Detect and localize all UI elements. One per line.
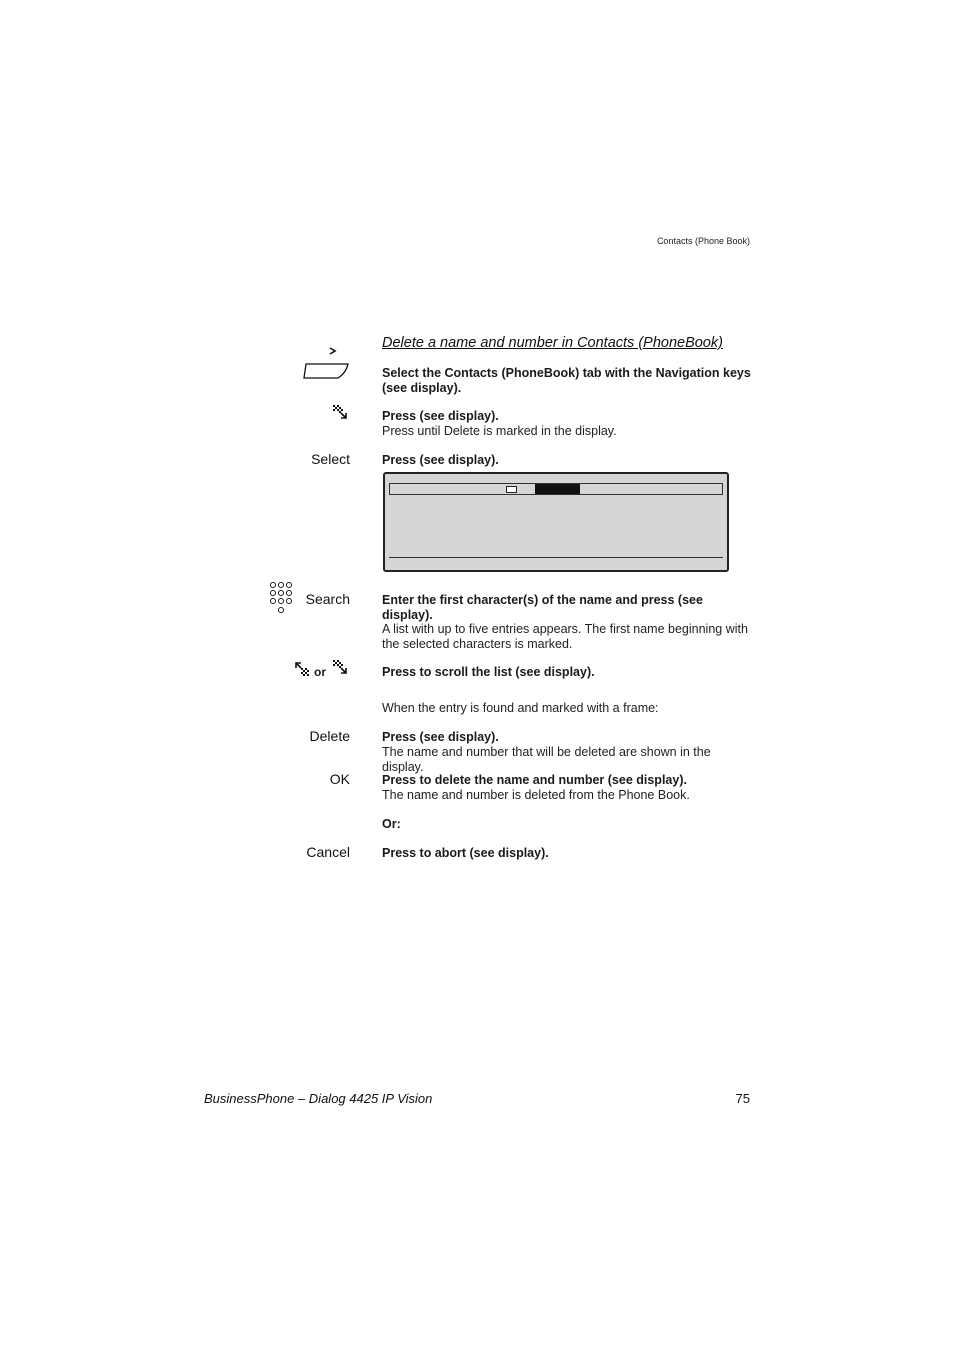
display-tab-icon bbox=[506, 486, 517, 493]
step-search-note: A list with up to five entries appears. The first name beginning with the selected characters is marked. bbox=[382, 622, 748, 651]
page-number: 75 bbox=[735, 1091, 750, 1106]
phone-display bbox=[383, 472, 729, 572]
step-entry-found: When the entry is found and marked with a frame: bbox=[382, 701, 659, 715]
cancel-key-label: Cancel bbox=[306, 844, 350, 860]
search-key-label: Search bbox=[305, 591, 350, 607]
navigation-down-arrow-icon bbox=[332, 404, 350, 422]
step-delete: Press (see display). bbox=[382, 730, 499, 744]
display-selected-tab bbox=[535, 484, 580, 494]
display-tab-bar bbox=[389, 483, 723, 495]
display-softkey-line bbox=[389, 557, 723, 558]
step-ok: Press to delete the name and number (see display). bbox=[382, 773, 687, 787]
step-scroll: Press to scroll the list (see display). bbox=[382, 665, 595, 679]
section-title: Delete a name and number in Contacts (PhoneBook) bbox=[382, 335, 723, 351]
step-press-1: Press (see display). bbox=[382, 409, 499, 423]
or-label: or bbox=[314, 665, 326, 679]
step-delete-note: The name and number that will be deleted are shown in the display. bbox=[382, 745, 711, 774]
step-search: Enter the first character(s) of the name and press (see display). bbox=[382, 593, 703, 622]
navigation-tab-key-icon bbox=[302, 345, 352, 381]
navigation-up-arrow-icon bbox=[292, 659, 310, 677]
delete-key-label: Delete bbox=[309, 728, 350, 744]
step-select-tab: Select the Contacts (PhoneBook) tab with the Navigation keys (see display). bbox=[382, 366, 751, 395]
running-header: Contacts (Phone Book) bbox=[656, 236, 750, 246]
footer-product: BusinessPhone – Dialog 4425 IP Vision bbox=[204, 1091, 433, 1106]
ok-key-label: OK bbox=[329, 771, 350, 787]
step-cancel: Press to abort (see display). bbox=[382, 846, 549, 860]
navigation-down-arrow-icon bbox=[332, 659, 350, 677]
step-press-1-note: Press until Delete is marked in the display. bbox=[382, 424, 617, 438]
step-select: Press (see display). bbox=[382, 453, 499, 467]
select-key-label: Select bbox=[311, 451, 350, 467]
step-or: Or: bbox=[382, 817, 401, 831]
step-ok-note: The name and number is deleted from the Phone Book. bbox=[382, 788, 690, 802]
